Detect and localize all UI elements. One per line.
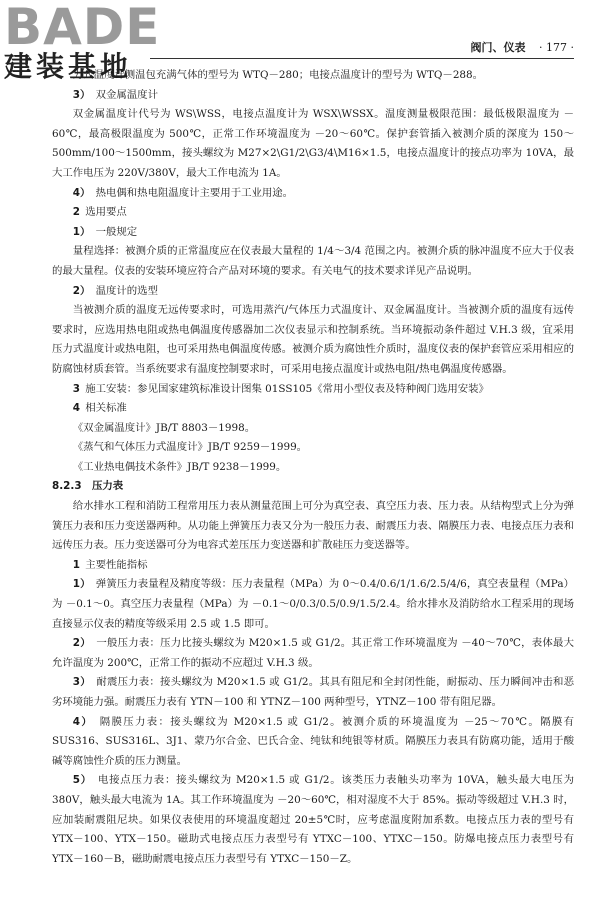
paragraph	[52, 458, 574, 478]
page-number: · 177 ·	[539, 41, 574, 54]
logo-chinese: 建装基地	[4, 50, 133, 83]
paragraph-text: 《工业热电偶技术条件》JB/T 9238－1999。	[72, 460, 287, 473]
paragraph	[52, 438, 574, 458]
paragraph-number: 3）	[72, 88, 91, 101]
paragraph-text: 《蒸气和气体压力式温度计》JB/T 9259－1999。	[72, 441, 308, 454]
paragraph	[52, 203, 574, 223]
paragraph-text: 温度计的选型	[95, 284, 158, 297]
document-body	[52, 66, 574, 869]
paragraph-text: 力式温度计测温包充满气体的型号为 WTQ－280；电接点温度计的型号为 WTQ－288。	[72, 69, 484, 81]
paragraph-text: 隔膜压力表：接头螺纹为 M20×1.5 或 G1/2。被测介质的环境温度为 －25～70℃。隔膜有 SUS316、SUS316L、3J1、蒙乃尔合金、巴氏合金、纯钛和纯银等材质。隔膜压力表具有防腐功能，适用于酸碱等腐蚀性介质的压力测量。	[52, 715, 574, 767]
paragraph	[52, 301, 574, 379]
paragraph-text: 双金属温度计代号为 WS\WSS，电接点温度计为 WSX\WSSX。温度测量极限范围：最低极限温度为 －60℃，最高极限温度为 500℃，正常工作环境温度为 －20～60℃。保护套管插入被测介质的深度为 150～500mm/100～1500mm，接头螺纹为 M27×2\G1/2\G3/4\M16×1.5，电接点温度计的接点功率为 10VA，最大工作电压为 220V/380V，最大工作电流为 1A。	[52, 108, 574, 179]
paragraph	[52, 242, 574, 281]
paragraph-text: 主要性能指标	[85, 558, 148, 571]
paragraph	[52, 556, 574, 576]
paragraph-number: 1	[72, 558, 81, 571]
paragraph	[52, 634, 574, 673]
paragraph-text: 压力表	[91, 480, 124, 493]
paragraph-number: 1）	[72, 578, 91, 591]
paragraph	[52, 673, 574, 712]
paragraph-number: 3	[72, 382, 81, 395]
paragraph-number: 3）	[72, 676, 91, 689]
paragraph	[52, 86, 574, 106]
paragraph	[52, 477, 574, 497]
paragraph-number: 4	[72, 402, 81, 415]
paragraph-number: 1）	[72, 225, 91, 238]
paragraph-text: 一般压力表：压力比接头螺纹为 M20×1.5 或 G1/2。其正常工作环境温度为 －40～70℃，表体最大允许温度为 200℃，正常工作的振动不应超过 V.H.3 级。	[52, 637, 575, 669]
paragraph-text: 给水排水工程和消防工程常用压力表从测量范围上可分为真空表、真空压力表、压力表。从结构型式上分为弹簧压力表和压力变送器两种。从功能上弹簧压力表又分为一般压力表、耐震压力表、隔膜压力表、电接点压力表和远传压力表。压力变送器可分为电容式差压压力变送器和扩散硅压力变送器等。	[52, 500, 574, 552]
logo-word: BADE	[4, 0, 161, 56]
paragraph	[52, 419, 574, 439]
paragraph-text: 选用要点	[85, 206, 127, 219]
paragraph	[52, 105, 574, 183]
paragraph-text: 一般规定	[95, 225, 138, 238]
paragraph-text: 当被测介质的温度无远传要求时，可选用蒸汽/气体压力式温度计、双金属温度计。当被测介质的温度有远传要求时，应选用热电阻或热电偶温度传感器加二次仪表显示和控制系统。当环境振动条件超过 V.H.3 级，宜采用压力式温度计或热电阻，也可采用热电偶温度传感。被测介质为腐蚀性介质时，温度仪表的保护套管应采用相应的防腐蚀材质套管。当系统要求有温度控制要求时，可采用电接点温度计或热电阻/热电偶温度传感器。	[52, 304, 574, 375]
paragraph	[52, 713, 574, 772]
paragraph	[52, 399, 574, 419]
page-header	[150, 40, 574, 59]
section-title: 阀门、仪表	[470, 41, 526, 54]
paragraph-number: 4）	[72, 715, 94, 728]
paragraph-text: 《双金属温度计》JB/T 8803－1998。	[72, 421, 256, 434]
paragraph-text: 热电偶和热电阻温度计主要用于工业用途。	[95, 186, 294, 199]
paragraph-number: 2	[72, 206, 81, 219]
paragraph-text: 双金属温度计	[95, 88, 158, 101]
paragraph	[52, 223, 574, 243]
paragraph-text: 电接点压力表：接头螺纹为 M20×1.5 或 G1/2。该类压力表触头功率为 10VA，触头最大电压为 380V，触头最大电流为 1A。其工作环境温度为 －20～60℃，相对湿度不大于 85%。振动等级超过 V.H.3 时，应加装耐震阻尼块。如果仪表使用的环境温度超过 20±5℃时，应考虑温度附加系数。电接点压力表的型号有 YTX－100、YTX－150。磁助式电接点压力表型号有 YTXC－100、YTXC－150。防爆电接点压力表型号有 YTX－160－B，磁助耐震电接点压力表型号有 YTXC－150－Z。	[52, 774, 574, 865]
paragraph	[52, 282, 574, 302]
paragraph	[52, 575, 574, 634]
paragraph-text: 耐震压力表：接头螺纹为 M20×1.5 或 G1/2。其具有阻尼和全封闭性能，耐振动、压力瞬间冲击和恶劣环境能力强。耐震压力表有 YTN－100 和 YTNZ－100 两种型号，YTNZ－100 带有阻尼器。	[52, 676, 574, 708]
paragraph	[52, 184, 574, 204]
paragraph-text: 量程选择：被测介质的正常温度应在仪表最大量程的 1/4～3/4 范围之内。被测介质的脉冲温度不应大于仪表的最大量程。仪表的安装环境应符合产品对环境的要求。有关电气的技术要求详见产品说明。	[52, 245, 574, 277]
paragraph-number: 4）	[72, 186, 91, 199]
paragraph	[52, 497, 574, 556]
paragraph	[52, 771, 574, 869]
paragraph-text: 施工安装：参见国家建筑标准设计图集 01SS105《常用小型仪表及特种阀门选用安装》	[85, 382, 489, 395]
paragraph-number: 8.2.3	[52, 480, 82, 493]
paragraph-text: 相关标准	[85, 402, 127, 415]
paragraph	[52, 380, 574, 400]
paragraph-number: 5）	[72, 774, 92, 787]
paragraph-text: 弹簧压力表量程及精度等级：压力表量程（MPa）为 0～0.4/0.6/1/1.6/2.5/4/6，真空表量程（MPa）为 －0.1～0。真空压力表量程（MPa）为 －0.1～0/0.3/0.5/0.9/1.5/2.4。给水排水及消防给水工程采用的现场直接显示仪表的精度等级采用 2.5 或 1.5 即可。	[52, 578, 575, 630]
paragraph	[52, 66, 574, 86]
paragraph-number: 2）	[72, 284, 91, 297]
paragraph-number: 2）	[72, 637, 91, 650]
